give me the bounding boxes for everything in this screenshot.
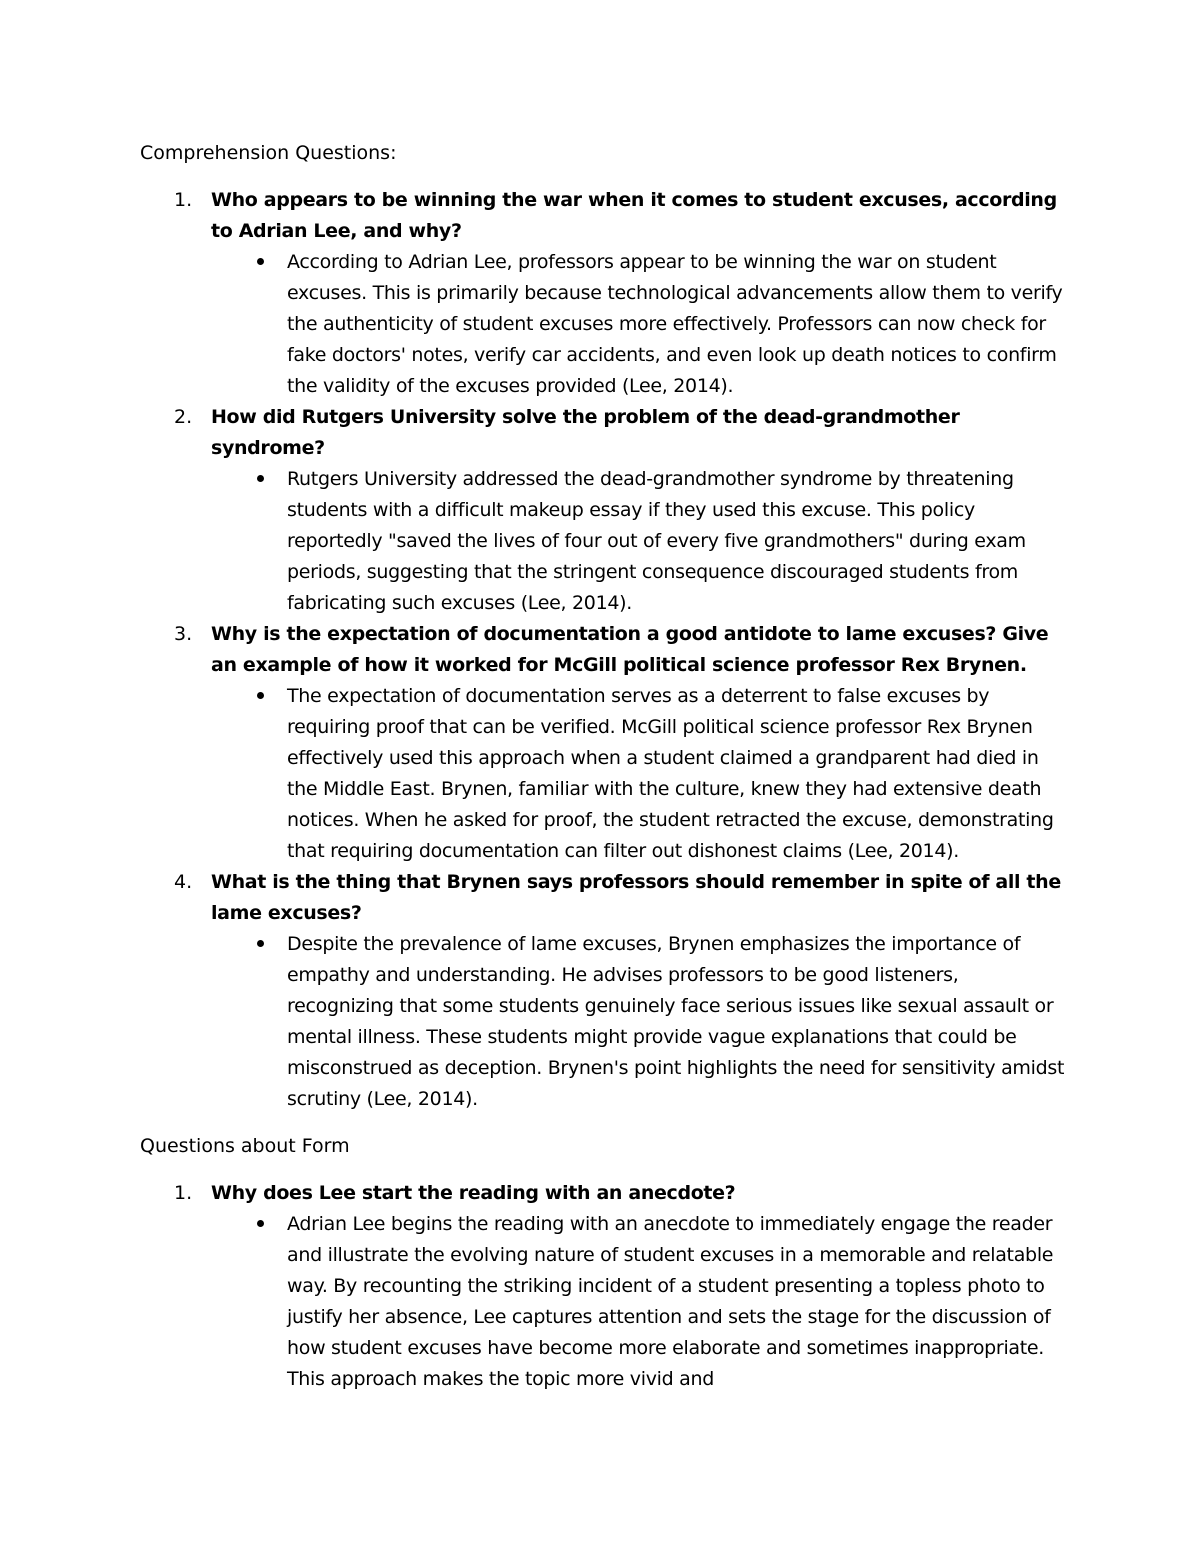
answer-list bbox=[211, 1209, 1070, 1395]
answer-text: Rutgers University addressed the dead-grandmother syndrome by threatening students with a difficult makeup essay if they used this excuse. This policy reportedly "saved the lives of four out of every five grandmothers" during exam periods, suggesting that the stringent consequence discouraged students from fabricating such excuses (Lee, 2014). bbox=[287, 468, 1026, 614]
question-item bbox=[140, 867, 1070, 1115]
question-item bbox=[140, 185, 1070, 402]
answer-text: According to Adrian Lee, professors appear to be winning the war on student excuses. This is primarily because technological advancements allow them to verify the authenticity of student excuses more effectively. Professors can now check for fake doctors' notes, verify car accidents, and even look up death notices to confirm the validity of the excuses provided (Lee, 2014). bbox=[287, 251, 1063, 397]
answer-text: Adrian Lee begins the reading with an anecdote to immediately engage the reader and illustrate the evolving nature of student excuses in a memorable and relatable way. By recounting the striking incident of a student presenting a topless photo to justify her absence, Lee captures attention and sets the stage for the discussion of how student excuses have become more elaborate and sometimes inappropriate. This approach makes the topic more vivid and bbox=[287, 1213, 1054, 1390]
answer-item bbox=[211, 929, 1070, 1115]
answer-text: The expectation of documentation serves as a deterrent to false excuses by requiring proof that can be verified. McGill political science professor Rex Brynen effectively used this approach when a student claimed a grandparent had died in the Middle East. Brynen, familiar with the culture, knew they had extensive death notices. When he asked for proof, the student retracted the excuse, demonstrating that requiring documentation can filter out dishonest claims (Lee, 2014). bbox=[287, 685, 1054, 862]
bullet-icon bbox=[257, 475, 264, 482]
form-question-list bbox=[140, 1178, 1070, 1395]
answer-text: Despite the prevalence of lame excuses, Brynen emphasizes the importance of empathy and understanding. He advises professors to be good listeners, recognizing that some students genuinely face serious issues like sexual assault or mental illness. These students might provide vague explanations that could be misconstrued as deception. Brynen's point highlights the need for sensitivity amidst scrutiny (Lee, 2014). bbox=[287, 933, 1065, 1110]
question-text: Who appears to be winning the war when it comes to student excuses, according to Adrian Lee, and why? bbox=[211, 189, 1057, 242]
question-text: Why is the expectation of documentation a good antidote to lame excuses? Give an example of how it worked for McGill political science professor Rex Brynen. bbox=[211, 623, 1049, 676]
bullet-icon bbox=[257, 692, 264, 699]
question-number: 4. bbox=[174, 871, 193, 893]
bullet-icon bbox=[257, 1220, 264, 1227]
section-heading-form: Questions about Form bbox=[140, 1135, 350, 1157]
comprehension-question-list bbox=[140, 185, 1070, 1115]
question-number: 3. bbox=[174, 623, 193, 645]
answer-item bbox=[211, 1209, 1070, 1395]
bullet-icon bbox=[257, 258, 264, 265]
answer-item bbox=[211, 464, 1070, 619]
bullet-icon bbox=[257, 940, 264, 947]
document-page bbox=[140, 138, 1070, 1395]
answer-item bbox=[211, 681, 1070, 867]
answer-list bbox=[211, 464, 1070, 619]
question-text: How did Rutgers University solve the problem of the dead-grandmother syndrome? bbox=[211, 406, 960, 459]
question-item bbox=[140, 1178, 1070, 1395]
answer-list bbox=[211, 681, 1070, 867]
answer-list bbox=[211, 929, 1070, 1115]
question-text: What is the thing that Brynen says professors should remember in spite of all the lame excuses? bbox=[211, 871, 1061, 924]
question-number: 1. bbox=[174, 1182, 193, 1204]
question-item bbox=[140, 619, 1070, 867]
section-heading-comprehension: Comprehension Questions: bbox=[140, 142, 397, 164]
answer-item bbox=[211, 247, 1070, 402]
answer-list bbox=[211, 247, 1070, 402]
question-number: 2. bbox=[174, 406, 193, 428]
question-text: Why does Lee start the reading with an anecdote? bbox=[211, 1182, 736, 1204]
question-item bbox=[140, 402, 1070, 619]
question-number: 1. bbox=[174, 189, 193, 211]
